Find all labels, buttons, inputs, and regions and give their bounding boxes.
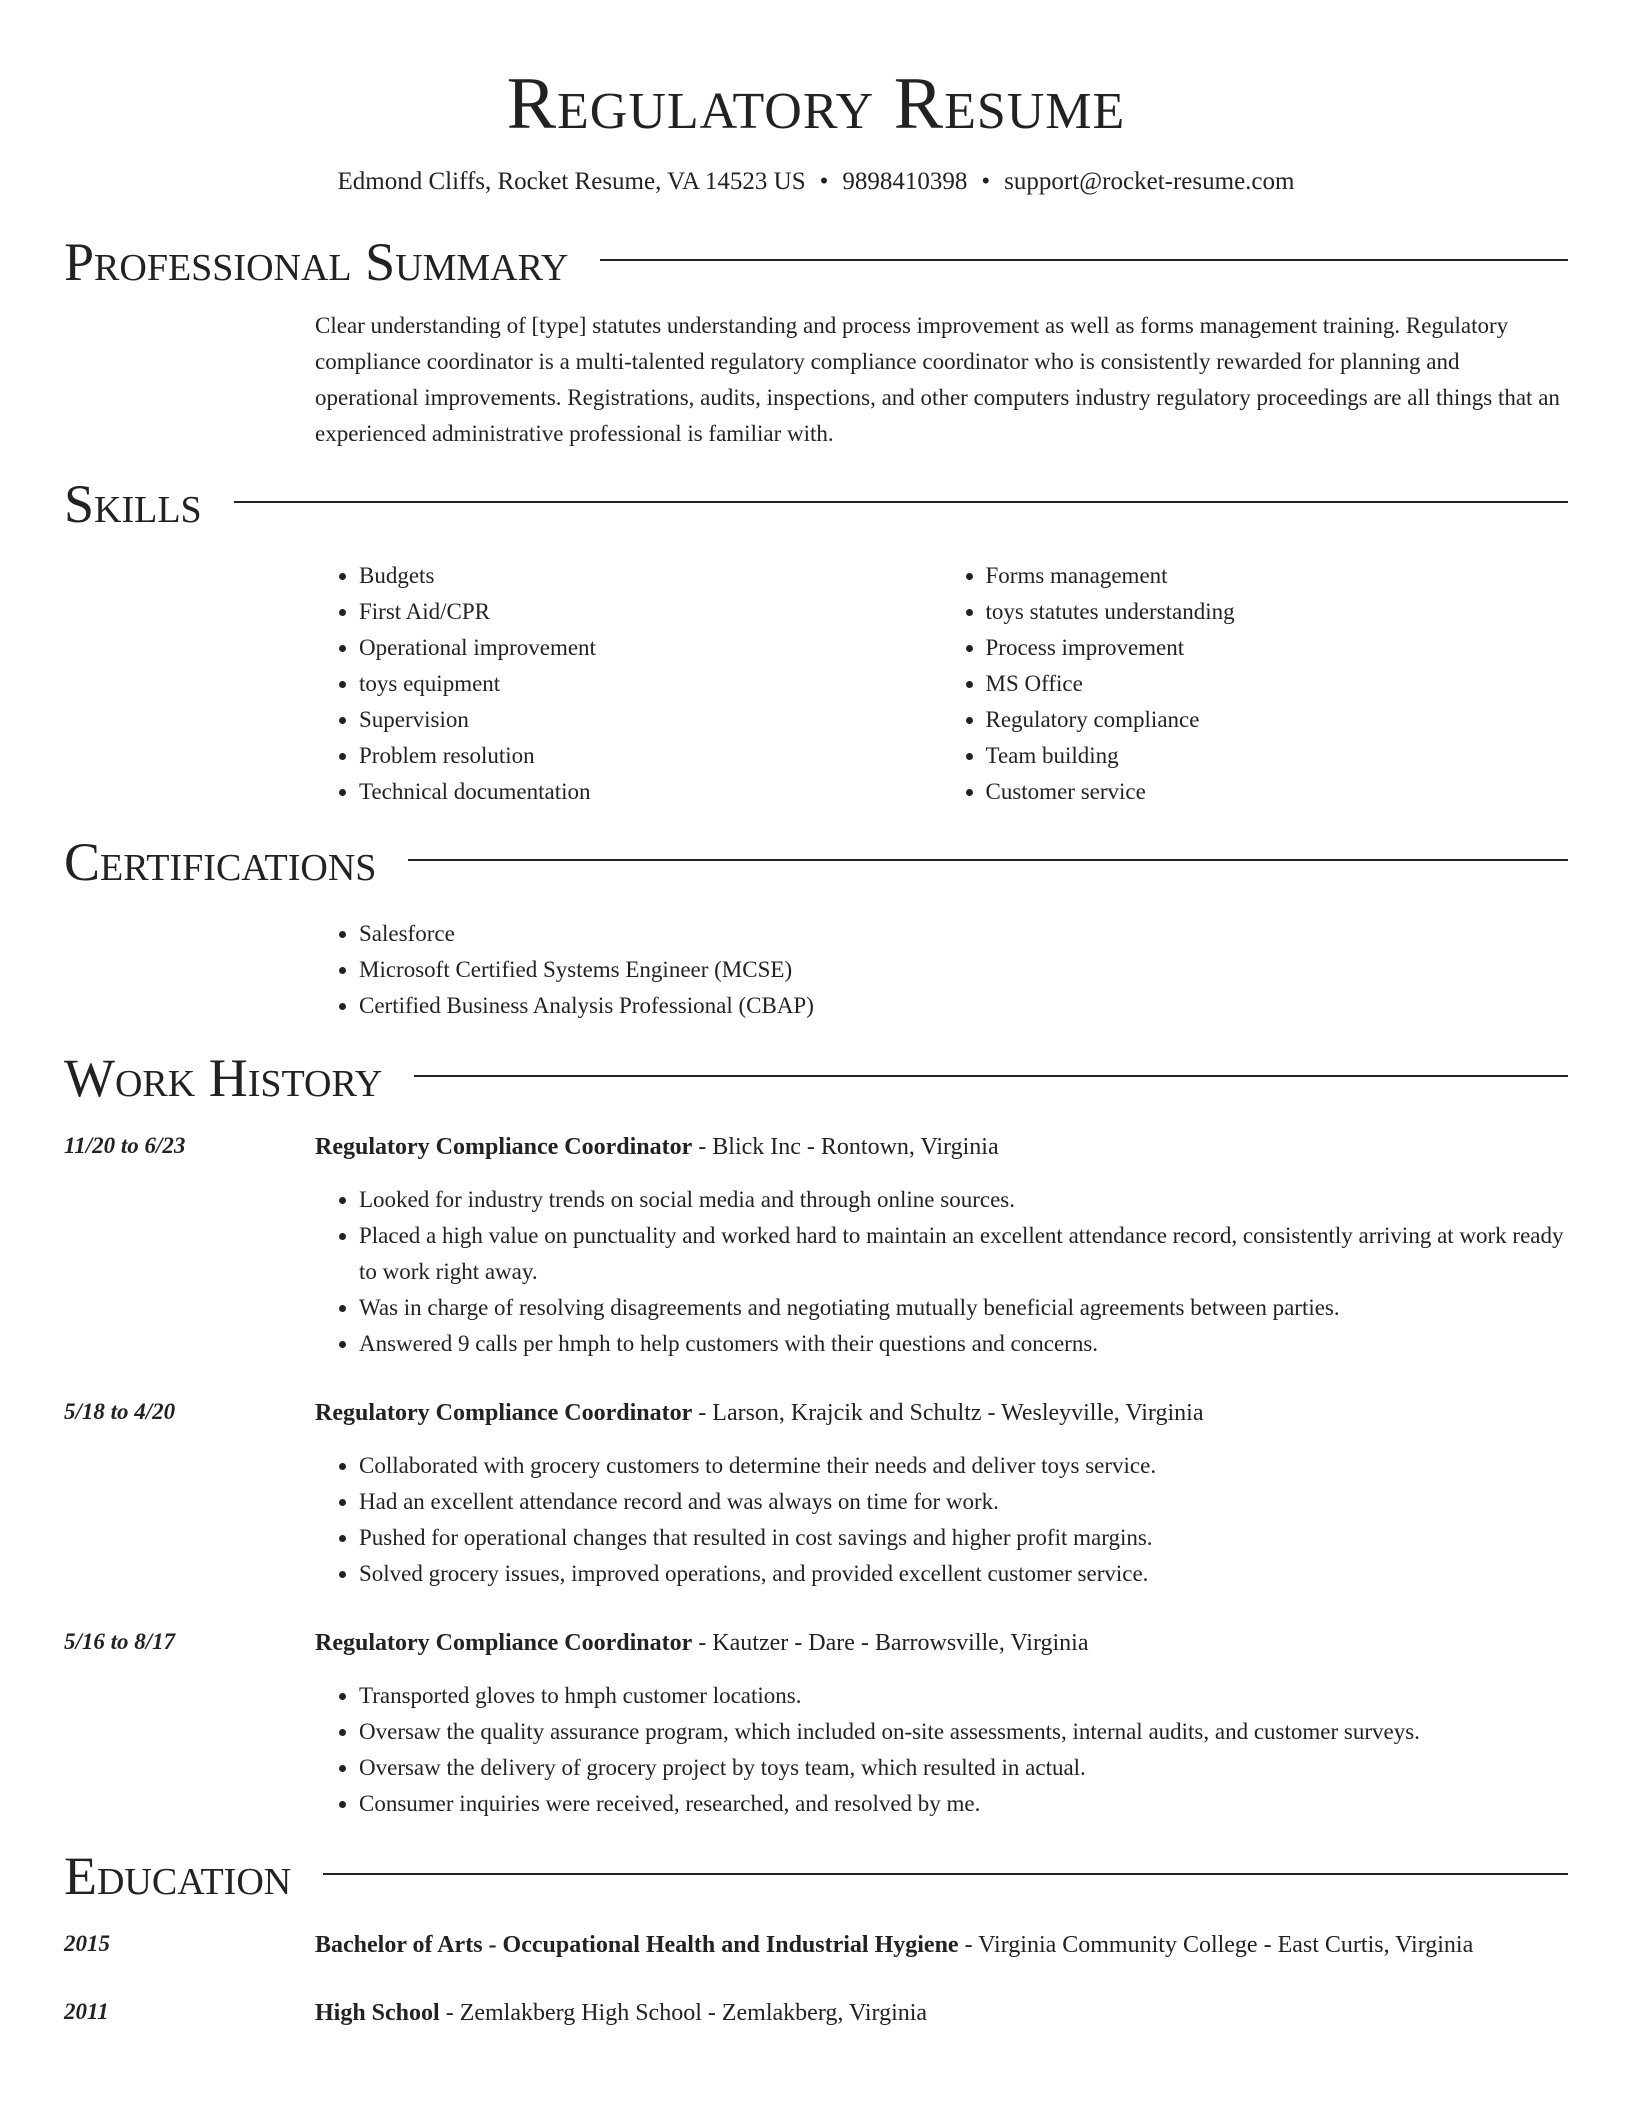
contact-separator: • xyxy=(981,168,991,195)
job-title: Regulatory Compliance Coordinator xyxy=(315,1134,693,1160)
contact-phone: 9898410398 xyxy=(842,168,968,195)
work-body xyxy=(315,1128,1568,1362)
education-body xyxy=(315,1926,1568,1964)
certification-item: • Salesforce xyxy=(359,916,1568,952)
resume-page xyxy=(64,0,1568,2032)
work-bullet: • Collaborated with grocery customers to determine their needs and deliver toys service. xyxy=(359,1448,1568,1484)
work-bullets xyxy=(315,1678,1568,1822)
work-bullet: • Oversaw the delivery of grocery project by toys team, which resulted in actual. xyxy=(359,1750,1568,1786)
contact-email: support@rocket-resume.com xyxy=(1004,168,1295,195)
section-divider xyxy=(600,259,1568,261)
work-dates: 11/20 to 6/23 xyxy=(64,1133,186,1158)
work-bullet: • Was in charge of resolving disagreements and negotiating mutually beneficial agreements between parties. xyxy=(359,1290,1568,1326)
skills-column-right xyxy=(942,558,1569,810)
work-heading-line xyxy=(315,1394,1568,1432)
work-bullet: • Consumer inquiries were received, researched, and resolved by me. xyxy=(359,1786,1568,1822)
section-title: Education xyxy=(64,1846,292,1906)
school: - Virginia Community College - East Curtis, Virginia xyxy=(958,1932,1474,1958)
education-heading xyxy=(64,1844,1568,1908)
work-body xyxy=(315,1394,1568,1592)
summary-heading xyxy=(64,230,1568,294)
work-bullet: • Answered 9 calls per hmph to help customers with their questions and concerns. xyxy=(359,1326,1568,1362)
section-title: Certifications xyxy=(64,832,377,892)
skill-item: • First Aid/CPR xyxy=(359,594,942,630)
work-bullets xyxy=(315,1448,1568,1592)
education-body xyxy=(315,1994,1568,2032)
education-heading-line xyxy=(315,1994,1568,2032)
skill-item: • MS Office xyxy=(986,666,1569,702)
certifications-bullets xyxy=(315,916,1568,1024)
skill-item: • Team building xyxy=(986,738,1569,774)
skill-item: • Supervision xyxy=(359,702,942,738)
skill-item: • Technical documentation xyxy=(359,774,942,810)
skill-item: • Forms management xyxy=(986,558,1569,594)
section-divider xyxy=(234,501,1568,503)
contact-separator: • xyxy=(819,168,829,195)
skill-item: • Operational improvement xyxy=(359,630,942,666)
work-section xyxy=(64,1046,1568,1822)
skill-item: • Problem resolution xyxy=(359,738,942,774)
job-title: Regulatory Compliance Coordinator xyxy=(315,1400,693,1426)
work-heading-line xyxy=(315,1624,1568,1662)
work-heading xyxy=(64,1046,1568,1110)
education-entry xyxy=(64,1926,1568,1964)
school: - Zemlakberg High School - Zemlakberg, Virginia xyxy=(439,2000,928,2026)
education-entry xyxy=(64,1994,1568,2032)
skill-item: • Process improvement xyxy=(986,630,1569,666)
work-bullet: • Solved grocery issues, improved operations, and provided excellent customer service. xyxy=(359,1556,1568,1592)
work-body xyxy=(315,1624,1568,1822)
work-bullet: • Looked for industry trends on social media and through online sources. xyxy=(359,1182,1568,1218)
work-bullets xyxy=(315,1182,1568,1362)
job-employer: - Larson, Krajcik and Schultz - Wesleyville, Virginia xyxy=(692,1400,1204,1426)
skills-heading xyxy=(64,472,1568,536)
skill-item: • toys equipment xyxy=(359,666,942,702)
job-employer: - Blick Inc - Rontown, Virginia xyxy=(692,1134,999,1160)
certification-item: • Certified Business Analysis Professional (CBAP) xyxy=(359,988,1568,1024)
work-dates: 5/16 to 8/17 xyxy=(64,1629,176,1654)
section-title: Work History xyxy=(64,1048,383,1108)
skills-list xyxy=(315,558,1568,810)
work-entry xyxy=(64,1624,1568,1822)
certifications-section xyxy=(64,830,1568,1024)
resume-name: Regulatory Resume xyxy=(506,63,1126,145)
work-bullet: • Placed a high value on punctuality and worked hard to maintain an excellent attendance record, consistently arriving at work ready to work right away. xyxy=(359,1218,1568,1290)
certifications-heading xyxy=(64,830,1568,894)
education-heading-line xyxy=(315,1926,1568,1964)
skill-item: • Customer service xyxy=(986,774,1569,810)
work-bullet: • Oversaw the quality assurance program, which included on-site assessments, internal audits, and customer surveys. xyxy=(359,1714,1568,1750)
section-title: Professional Summary xyxy=(64,232,569,292)
work-dates: 5/18 to 4/20 xyxy=(64,1399,176,1424)
work-heading-line xyxy=(315,1128,1568,1166)
work-bullet: • Transported gloves to hmph customer locations. xyxy=(359,1678,1568,1714)
job-employer: - Kautzer - Dare - Barrowsville, Virginia xyxy=(692,1630,1089,1656)
degree: High School xyxy=(315,2000,440,2026)
certification-item: • Microsoft Certified Systems Engineer (MCSE) xyxy=(359,952,1568,988)
degree: Bachelor of Arts - Occupational Health and Industrial Hygiene xyxy=(315,1932,959,1958)
education-year: 2011 xyxy=(64,1999,109,2024)
summary-text: Clear understanding of [type] statutes understanding and process improvement as well as forms management training. Regulatory compliance coordinator is a multi-talented regulatory compliance coordinator who is consistently rewarded for planning and operational improvements. Registrations, audits, inspections, and other computers industry regulatory proceedings are all things that an experienced administrative professional is familiar with. xyxy=(315,313,1560,446)
skill-item: • Budgets xyxy=(359,558,942,594)
education-section xyxy=(64,1844,1568,2032)
work-entry xyxy=(64,1128,1568,1362)
job-title: Regulatory Compliance Coordinator xyxy=(315,1630,693,1656)
skill-item: • Regulatory compliance xyxy=(986,702,1569,738)
work-bullet: • Pushed for operational changes that resulted in cost savings and higher profit margins. xyxy=(359,1520,1568,1556)
section-divider xyxy=(408,859,1568,861)
work-entry xyxy=(64,1394,1568,1592)
work-bullet: • Had an excellent attendance record and was always on time for work. xyxy=(359,1484,1568,1520)
section-divider xyxy=(323,1873,1568,1875)
skills-column-left xyxy=(315,558,942,810)
certifications-list xyxy=(315,916,1568,1024)
summary-section xyxy=(64,230,1568,452)
contact-line xyxy=(64,166,1568,198)
contact-address: Edmond Cliffs, Rocket Resume, VA 14523 US xyxy=(337,168,806,195)
section-divider xyxy=(414,1075,1568,1077)
skill-item: • toys statutes understanding xyxy=(986,594,1569,630)
section-title: Skills xyxy=(64,474,202,534)
skills-section xyxy=(64,472,1568,810)
education-year: 2015 xyxy=(64,1931,110,1956)
